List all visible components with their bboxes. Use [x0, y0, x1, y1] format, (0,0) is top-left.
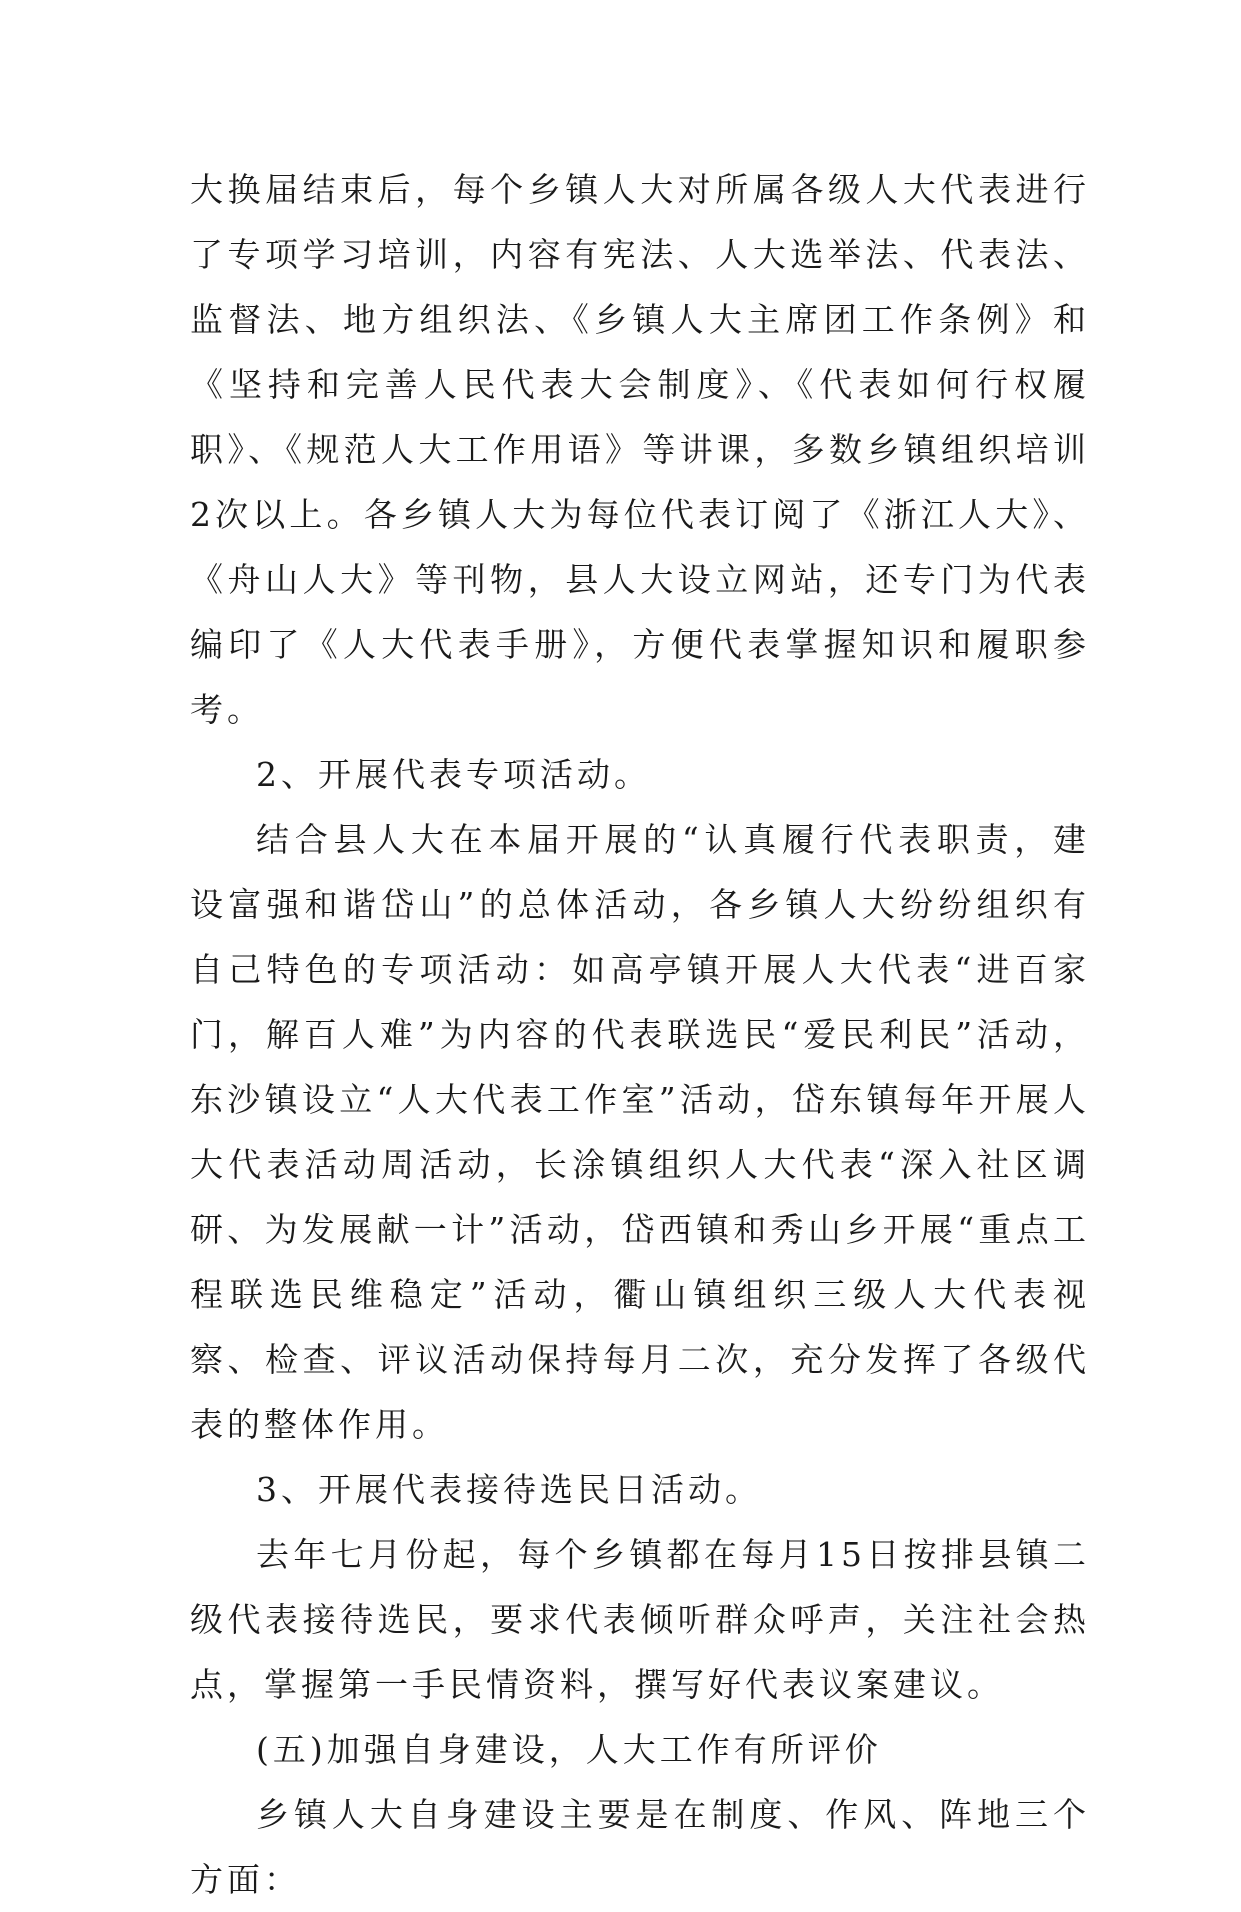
paragraph-training-continued: 大换届结束后，每个乡镇人大对所属各级人大代表进行了专项学习培训，内容有宪法、人大选举法、代表法、监督法、地方组织法、《乡镇人大主席团工作条例》和《坚持和完善人民代表大会制度》、《代表如何行权履职》、《规范人大工作用语》等讲课，多数乡镇组织培训2次以上。各乡镇人大为每位代表订阅了《浙江人大》、《舟山人大》等刊物，县人大设立网站，还专门为代表编印了《人大代表手册》，方便代表掌握知识和履职参考。 — [190, 170, 1090, 729]
document-body — [190, 157, 1090, 1912]
paragraph-self-construction: 乡镇人大自身建设主要是在制度、作风、阵地三个方面： — [190, 1795, 1090, 1899]
heading-self-construction: (五)加强自身建设，人大工作有所评价 — [256, 1730, 882, 1769]
heading-special-activities: 2、开展代表专项活动。 — [256, 755, 651, 794]
heading-reception-day: 3、开展代表接待选民日活动。 — [256, 1470, 762, 1509]
paragraph-reception-day: 去年七月份起，每个乡镇都在每月15日按排县镇二级代表接待选民，要求代表倾听群众呼声，关注社会热点，掌握第一手民情资料，撰写好代表议案建议。 — [190, 1535, 1090, 1704]
paragraph-special-activities: 结合县人大在本届开展的“认真履行代表职责，建设富强和谐岱山”的总体活动，各乡镇人大纷纷组织有自己特色的专项活动：如高亭镇开展人大代表“进百家门，解百人难”为内容的代表联选民“爱民利民”活动，东沙镇设立“人大代表工作室”活动，岱东镇每年开展人大代表活动周活动，长涂镇组织人大代表“深入社区调研、为发展献一计”活动，岱西镇和秀山乡开展“重点工程联选民维稳定”活动，衢山镇组织三级人大代表视察、检查、评议活动保持每月二次，充分发挥了各级代表的整体作用。 — [190, 820, 1090, 1444]
